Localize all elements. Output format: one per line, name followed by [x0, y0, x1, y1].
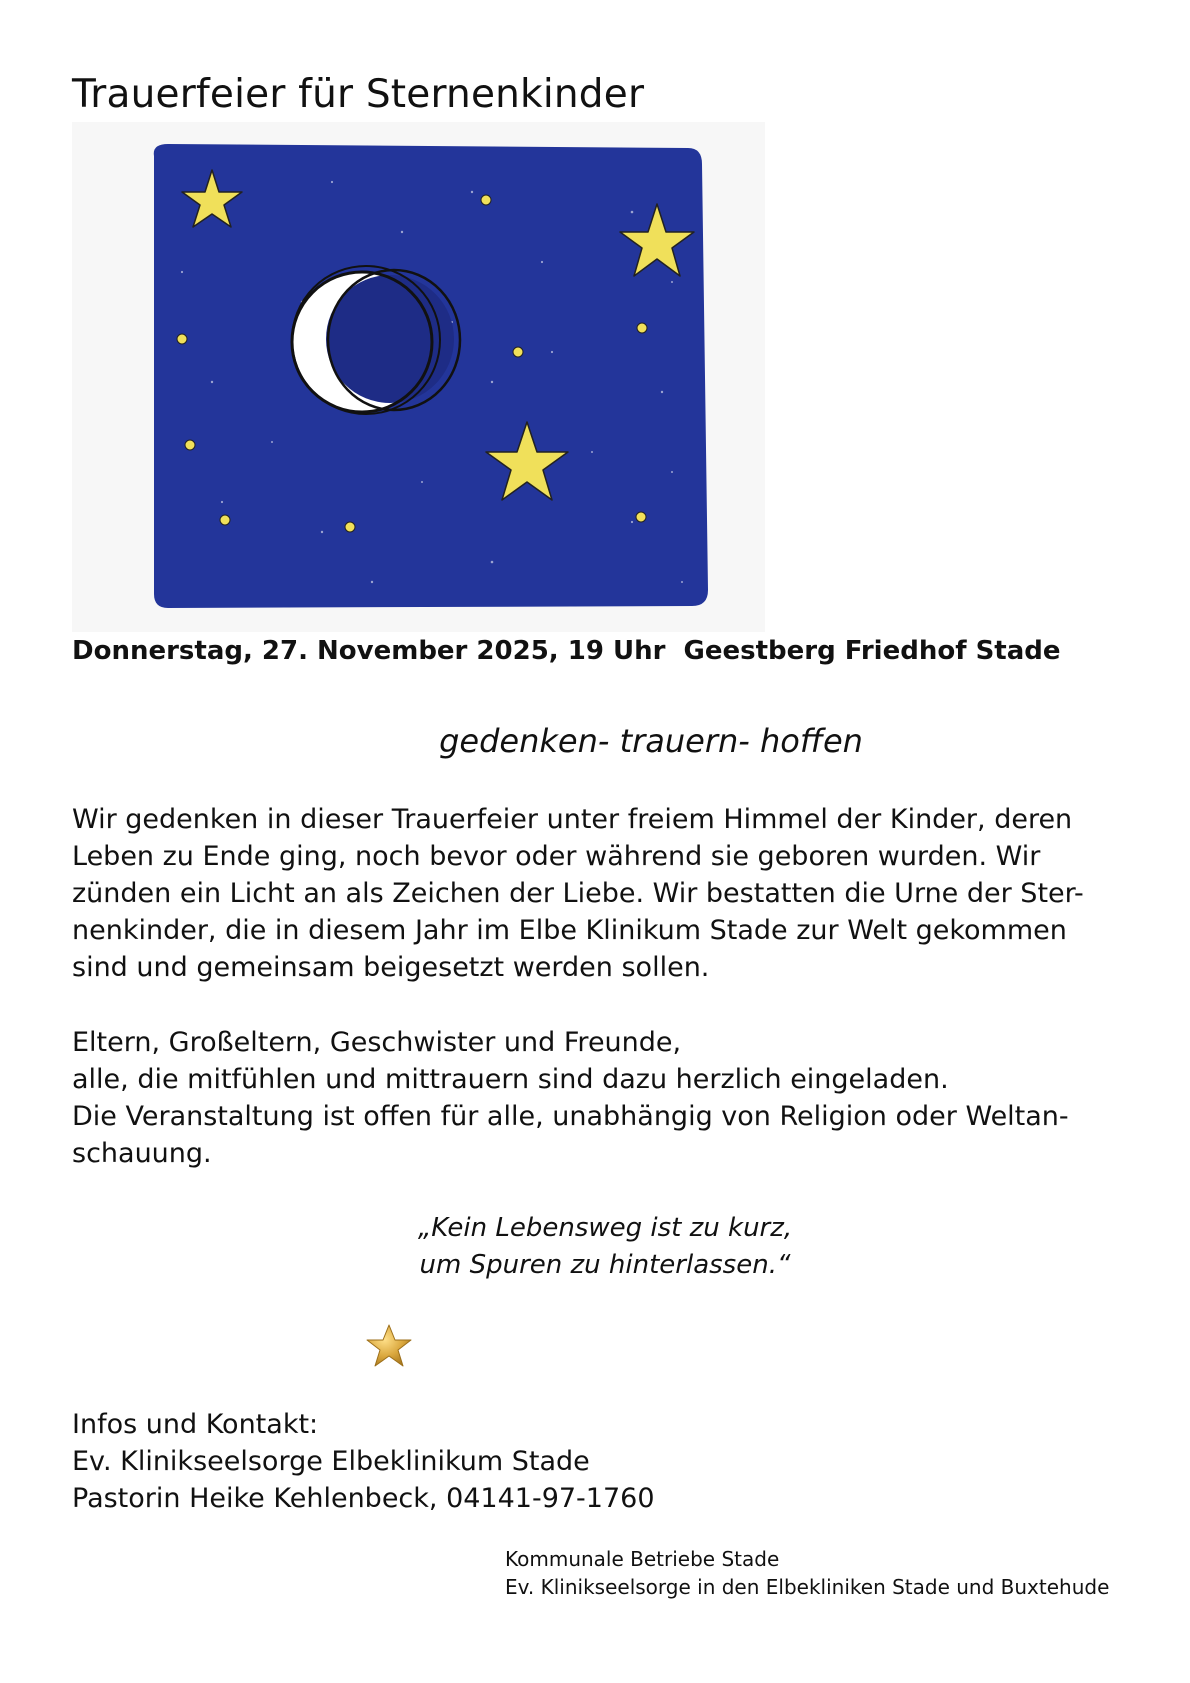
text-line: nenkinder, die in diesem Jahr im Elbe Klinikum Stade zur Welt gekommen [72, 915, 1067, 946]
gold-star-icon [365, 1323, 413, 1369]
quote [0, 1210, 1190, 1284]
text-line: Eltern, Großeltern, Geschwister und Freunde, [72, 1027, 682, 1058]
quote-line: „Kein Lebensweg ist zu kurz, [417, 1213, 793, 1243]
star-icon [637, 323, 647, 333]
text-line: zünden ein Licht an als Zeichen der Liebe. Wir bestatten die Urne der Ster- [72, 878, 1084, 909]
contact-organization: Ev. Klinikseelsorge Elbeklinikum Stade [72, 1446, 590, 1477]
quote-line: um Spuren zu hinterlassen.“ [419, 1250, 791, 1280]
organizer: Kommunale Betriebe Stade [505, 1547, 780, 1571]
event-details [72, 636, 1061, 666]
motto: gedenken- trauern- hoffen [439, 722, 863, 760]
night-sky-illustration [72, 122, 765, 632]
event-location: Geestberg Friedhof Stade [683, 636, 1061, 666]
contact-block [72, 1406, 655, 1517]
star-icon [220, 515, 230, 525]
star-icon [177, 334, 187, 344]
page-title: Trauerfeier für Sternenkinder [72, 72, 645, 117]
text-line: alle, die mitfühlen und mittrauern sind dazu herzlich eingeladen. [72, 1064, 949, 1095]
star-icon [636, 512, 646, 522]
event-date-time: Donnerstag, 27. November 2025, 19 Uhr [72, 636, 666, 666]
text-line: sind und gemeinsam beigesetzt werden sollen. [72, 952, 710, 983]
text-line: Wir gedenken in dieser Trauerfeier unter freiem Himmel der Kinder, deren [72, 804, 1073, 835]
organizer: Ev. Klinikseelsorge in den Elbekliniken Stade und Buxtehude [505, 1575, 1110, 1599]
star-icon [481, 195, 491, 205]
star-icon [513, 347, 523, 357]
contact-person-phone: Pastorin Heike Kehlenbeck, 04141-97-1760 [72, 1483, 655, 1514]
text-line: Leben zu Ende ging, noch bevor oder während sie geboren wurden. Wir [72, 841, 1041, 872]
organizers [505, 1545, 1109, 1601]
audience-paragraph [72, 1024, 1132, 1172]
invitation-paragraph [72, 801, 1132, 986]
star-icon [185, 440, 195, 450]
contact-heading: Infos und Kontakt: [72, 1409, 319, 1440]
text-line: Die Veranstaltung ist offen für alle, unabhängig von Religion oder Weltan- [72, 1101, 1069, 1132]
star-icon [345, 522, 355, 532]
text-line: schauung. [72, 1138, 212, 1169]
